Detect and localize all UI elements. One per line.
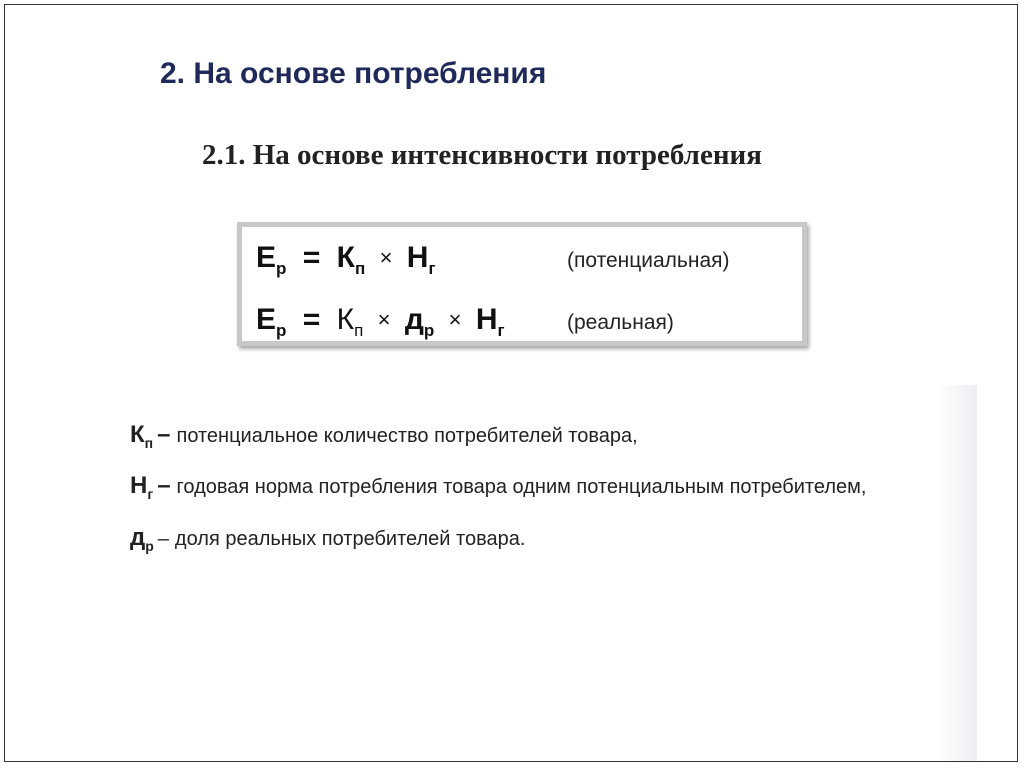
equals-sign: =	[302, 241, 321, 274]
definition-symbol: К	[130, 421, 145, 448]
definition-dash: –	[157, 528, 169, 550]
definition-dash: –	[157, 421, 171, 448]
formula-potential	[256, 241, 436, 278]
term-k-sub: п	[354, 321, 364, 340]
term-d-sub: р	[423, 321, 435, 340]
term-n-sub: г	[428, 259, 436, 278]
term-k: К	[336, 303, 355, 336]
definition-symbol-sub: г	[147, 486, 154, 502]
definition-text: доля реальных потребителей товара.	[174, 528, 526, 550]
formula-real	[256, 303, 505, 340]
formula-lhs-sub: р	[276, 259, 287, 278]
definition-ng	[130, 472, 866, 500]
definition-symbol-sub: р	[145, 538, 154, 554]
times-sign: ×	[377, 307, 391, 332]
slide	[4, 4, 1018, 762]
term-n: Н	[475, 303, 498, 336]
slide-subtitle: 2.1. На основе интенсивности потребления	[202, 139, 762, 171]
formula-lhs-sub: р	[276, 321, 287, 340]
term-n-sub: г	[497, 321, 505, 340]
definition-symbol: д	[130, 524, 146, 551]
formula-box	[237, 222, 807, 346]
term-n: Н	[406, 241, 429, 274]
formula-note-potential: (потенциальная)	[567, 249, 730, 272]
definition-dash: –	[157, 472, 171, 499]
slide-title: 2. На основе потребления	[160, 57, 547, 90]
definition-text: потенциальное количество потребителей товара,	[176, 425, 638, 447]
formula-lhs: Е	[256, 303, 277, 336]
background-shade	[937, 385, 977, 761]
equals-sign: =	[302, 303, 321, 336]
definition-kp	[130, 421, 638, 449]
definition-symbol-sub: п	[144, 435, 154, 451]
definition-text: годовая норма потребления товара одним потенциальным потребителем,	[176, 476, 867, 498]
times-sign: ×	[379, 245, 393, 270]
term-k-sub: п	[354, 259, 366, 278]
formula-note-real: (реальная)	[567, 311, 674, 334]
formula-lhs: Е	[256, 241, 277, 274]
term-k: К	[336, 241, 355, 274]
definition-symbol: Н	[130, 472, 148, 499]
times-sign: ×	[448, 307, 462, 332]
definition-dr	[130, 524, 525, 552]
term-d: д	[404, 303, 424, 336]
